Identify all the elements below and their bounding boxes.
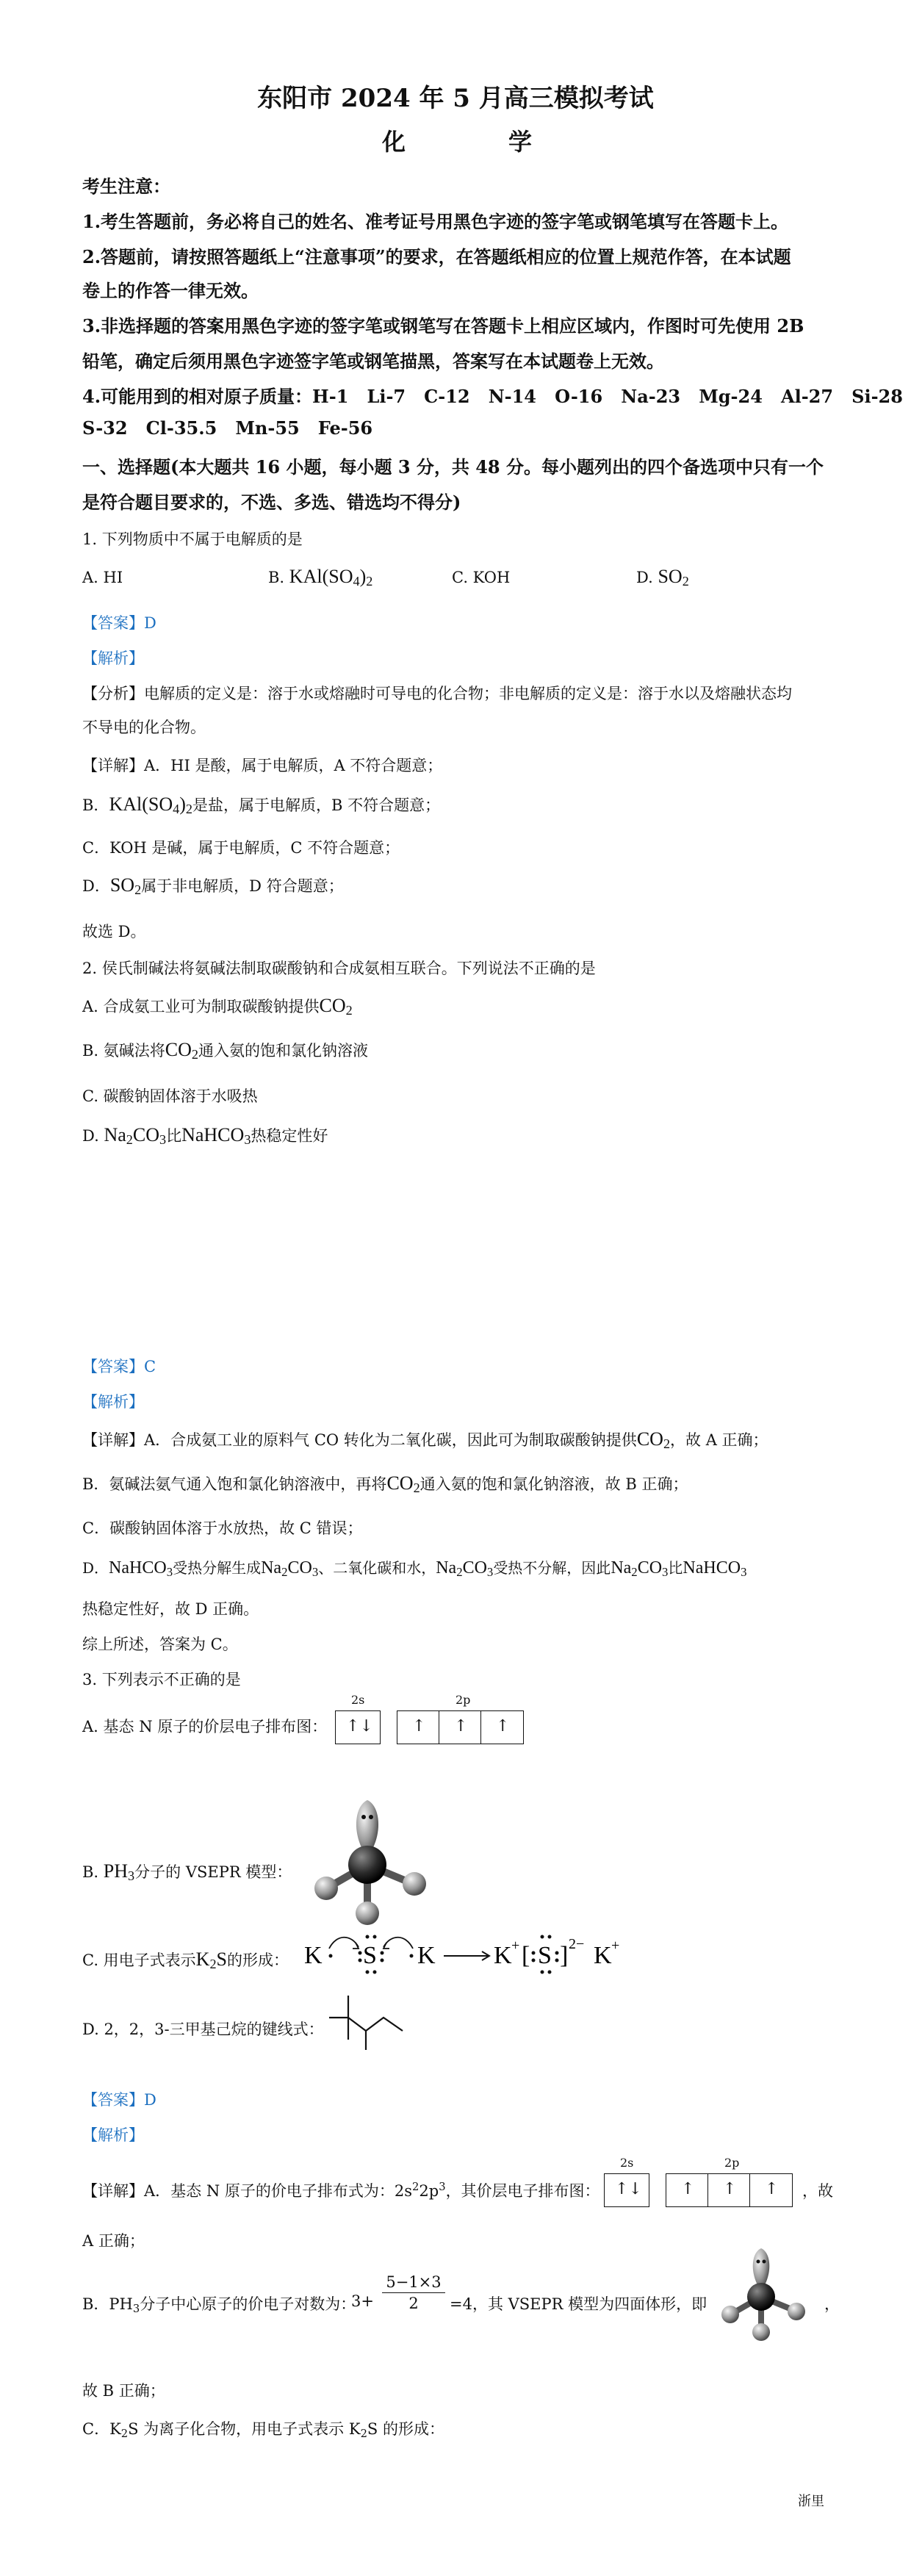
q3-option-c: C. 用电子式表示$K_2S$的形成： [82, 1949, 289, 1971]
q3-orbital-diagram: 2s 2p ↑↓ ↑ ↑ ↑ [335, 1693, 526, 1749]
q3-analysis-tag: 【解析】 [82, 2126, 144, 2144]
fraction-numerator: 5−1×3 [386, 2273, 442, 2291]
q3-detail-a: 【详解】A．基态 N 原子的价电子排布式为：$2s^22p^3$，其价层电子排布图： [82, 2181, 600, 2200]
q1-detail-c: C．KOH 是碱，属于电解质，C 不符合题意； [82, 839, 400, 857]
q1-option-b: B. $KAl(SO_4)_2$ [268, 566, 373, 589]
svg-text:+: + [511, 1938, 520, 1954]
q1-option-c: C. KOH [452, 569, 511, 586]
central-atom [348, 1846, 386, 1884]
q2-conclusion: 综上所述，答案为 C。 [82, 1636, 238, 1653]
vsepr-tetrahedral-model-small [708, 2234, 818, 2344]
notice-item-2-line1: 2.答题前，请按照答题纸上“注意事项”的要求，在答题纸相应的位置上规范作答，在本试题 [82, 246, 791, 267]
spin-up-arrow: ↑ [496, 1717, 510, 1735]
q1-conclusion: 故选 D。 [82, 923, 146, 940]
hydrogen-atom [403, 1872, 426, 1896]
q2-analysis-tag: 【解析】 [82, 1393, 144, 1411]
q3-detail-a-tail: ，故 [802, 2182, 833, 2200]
fraction-bar [382, 2292, 445, 2293]
q2-option-c: C. 碳酸钠固体溶于水吸热 [82, 1087, 258, 1105]
q3-option-a: A. 基态 N 原子的价层电子排布图： [82, 1718, 328, 1735]
svg-text:2−: 2− [569, 1936, 585, 1952]
spin-up-arrow: ↑ [681, 2180, 695, 2198]
q3-stem: 3. 下列表示不正确的是 [82, 1671, 241, 1688]
q1-detail-d: D．$SO_2$属于非电解质，D 符合题意； [82, 874, 344, 897]
q3-detail-b-comma: ， [824, 2295, 840, 2313]
svg-text:[: [ [522, 1942, 530, 1969]
q3-detail-a-line2: A 正确； [82, 2232, 145, 2250]
q2-option-a: A. 合成氨工业可为制取碳酸钠提供$CO_2$ [82, 995, 353, 1018]
notice-item-4-line1: 4.可能用到的相对原子质量：H-1 Li-7 C-12 N-14 O-16 Na-23 Mg-24 Al-27 Si-28 [82, 386, 903, 407]
eq-k-right: K [417, 1942, 436, 1969]
q1-analysis-line2: 不导电的化合物。 [82, 719, 206, 736]
subject-right: 学 [508, 128, 533, 156]
q3-detail-b-result: =4，其 VSEPR 模型为四面体形，即 [450, 2295, 707, 2313]
q2-detail-d: D．NaHCO$_3$受热分解生成$Na_2CO_3$、二氧化碳和水，$Na_2CO_3$受热不分解，因此$Na_2CO_3$比NaHCO$_3$ [82, 1558, 747, 1579]
q1-detail-a: 【详解】A．HI 是酸，属于电解质，A 不符合题意； [82, 757, 443, 774]
section-1-line1: 一、选择题(本大题共 16 小题，每小题 3 分，共 48 分。每小题列出的四个备选项中只有一个 [82, 456, 824, 478]
skeletal-formula-diagram [323, 1988, 411, 2054]
q2-answer: 【答案】C [82, 1358, 156, 1375]
q2-detail-a: 【详解】A．合成氨工业的原料气 CO 转化为二氧化碳，因此可为制取碳酸钠提供$CO_2$，故 A 正确； [82, 1428, 768, 1451]
svg-text:]: ] [560, 1942, 569, 1969]
q3-detail-orbital-diagram: 2s 2p ↑↓ ↑ ↑ ↑ [604, 2156, 795, 2212]
q3-detail-c: C．$K_2S$ 为离子化合物，用电子式表示 $K_2S$ 的形成： [82, 2420, 444, 2440]
page-footer: 浙里 [798, 2494, 824, 2509]
eq-k-plus-left: K [494, 1942, 512, 1969]
fraction-denominator: 2 [408, 2295, 419, 2312]
q1-analysis-line1: 【分析】电解质的定义是：溶于水或熔融时可导电的化合物；非电解质的定义是：溶于水以及熔融状态均 [82, 685, 792, 702]
orbital-2p-box [397, 1710, 524, 1744]
q2-detail-c: C．碳酸钠固体溶于水放热，故 C 错误； [82, 1519, 363, 1537]
spin-up-down-arrows: ↑↓ [346, 1717, 373, 1735]
q1-detail-b: B．$KAl(SO_4)_2$是盐，属于电解质，B 不符合题意； [82, 794, 441, 816]
notice-item-3-line1: 3.非选择题的答案用黑色字迹的签字笔或钢笔写在答题卡上相应区域内，作图时可先使用 2B [82, 315, 804, 337]
vsepr-tetrahedral-model [294, 1784, 448, 1931]
notice-heading: 考生注意： [82, 176, 170, 197]
svg-text:+: + [611, 1938, 620, 1954]
hydrogen-atom [314, 1877, 338, 1900]
q1-option-a: A. HI [82, 569, 123, 586]
eq-s-ion: S [538, 1942, 552, 1969]
eq-k-left: K [304, 1942, 323, 1969]
q2-option-b: B. 氨碱法将$CO_2$通入氨的饱和氯化钠溶液 [82, 1039, 369, 1062]
hydrogen-atom [356, 1902, 379, 1925]
q2-option-d: D. $Na_2CO_3$比NaHCO$_3$热稳定性好 [82, 1124, 328, 1147]
spin-up-arrow: ↑ [723, 2180, 737, 2198]
notice-item-1: 1.考生答题前，务必将自己的姓名、准考证号用黑色字迹的签字笔或钢笔填写在答题卡上。 [82, 211, 789, 232]
eq-s: S [363, 1942, 377, 1969]
q1-stem: 1. 下列物质中不属于电解质的是 [82, 530, 303, 548]
section-1-line2: 是符合题目要求的，不选、多选、错选均不得分) [82, 492, 461, 513]
q1-option-b-formula: $KAl(SO_4)_2$ [289, 566, 373, 589]
q3-detail-b: B．$PH_3$分子中心原子的价电子对数为： [82, 2295, 356, 2315]
spin-up-arrow: ↑ [412, 1717, 426, 1735]
q2-detail-d-line2: 热稳定性好，故 D 正确。 [82, 1600, 259, 1618]
q3-option-d: D. 2，2，3-三甲基己烷的键线式： [82, 2021, 324, 2038]
q3-detail-b-line2: 故 B 正确； [82, 2382, 165, 2400]
q3-answer: 【答案】D [82, 2091, 156, 2109]
q1-option-d: D. $SO_2$ [636, 566, 689, 589]
q3-detail-b-fraction [382, 2273, 445, 2312]
k2s-electron-formation-diagram [300, 1926, 645, 1985]
spin-up-down-arrows: ↑↓ [615, 2180, 642, 2198]
q1-analysis-tag: 【解析】 [82, 650, 144, 667]
subject-left: 化 [382, 128, 406, 156]
q1-answer: 【答案】D [82, 614, 156, 632]
exam-title: 东阳市 2024 年 5 月高三模拟考试 [257, 84, 654, 113]
q3-option-b: B. $PH_3$分子的 VSEPR 模型： [82, 1860, 292, 1883]
q2-detail-b: B．氨碱法氨气通入饱和氯化钠溶液中，再将$CO_2$通入氨的饱和氯化钠溶液，故 B 正确； [82, 1472, 688, 1495]
q2-stem: 2. 侯氏制碱法将氨碱法制取碳酸钠和合成氨相互联合。下列说法不正确的是 [82, 960, 596, 977]
orbital-2s-box [335, 1710, 381, 1744]
spin-up-arrow: ↑ [765, 2180, 779, 2198]
notice-item-4-line2: S-32 Cl-35.5 Mn-55 Fe-56 [82, 417, 373, 439]
q3-detail-b-plus: 3+ [351, 2292, 374, 2310]
spin-up-arrow: ↑ [454, 1717, 468, 1735]
notice-item-2-line2: 卷上的作答一律无效。 [82, 280, 259, 301]
eq-k-plus-right: K [594, 1942, 612, 1969]
notice-item-3-line2: 铅笔，确定后须用黑色字迹签字笔或钢笔描黑，答案写在本试题卷上无效。 [82, 350, 664, 372]
